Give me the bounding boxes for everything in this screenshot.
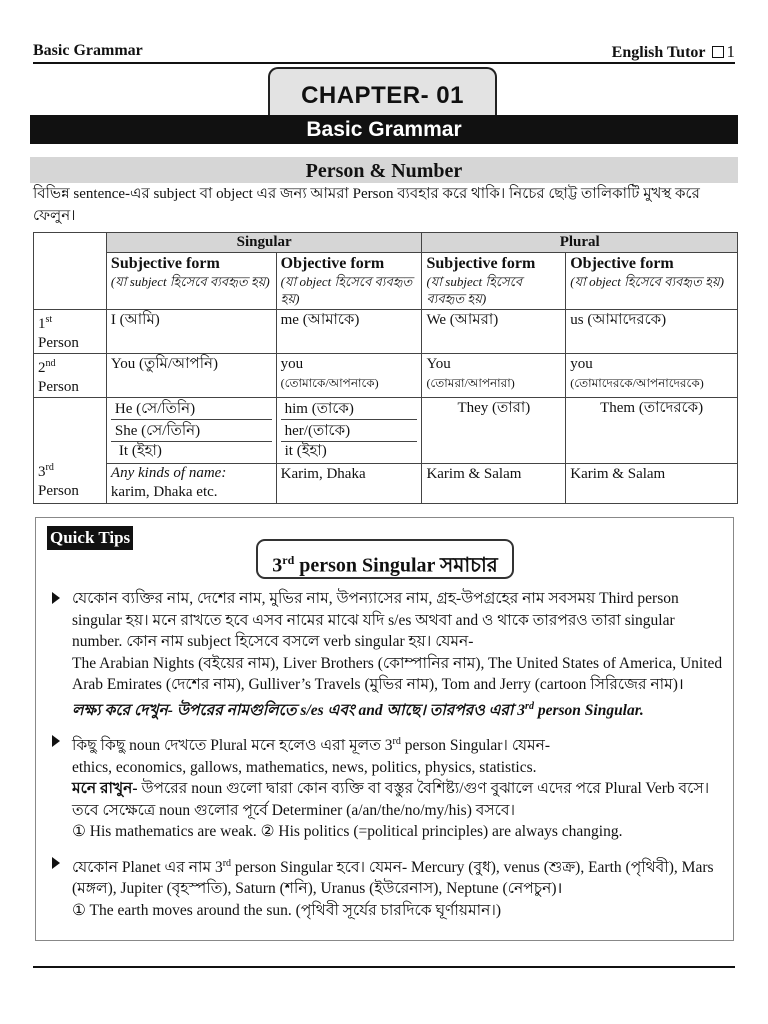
checkbox-icon bbox=[712, 46, 724, 58]
quick-tips-box bbox=[35, 517, 734, 941]
cell: Karim, Dhaka bbox=[276, 464, 422, 504]
cell: you (তোমাকে/আপনাকে) bbox=[276, 354, 422, 398]
table-row bbox=[34, 464, 738, 504]
header-book-title: English Tutor bbox=[611, 44, 706, 61]
cell: You (তোমরা/আপনারা) bbox=[422, 354, 566, 398]
section-title: Person & Number bbox=[30, 157, 738, 183]
triangle-bullet-icon bbox=[52, 592, 60, 604]
cell: I (আমি) bbox=[106, 310, 276, 354]
col-singular-objective: Objective form (যা object হিসেবে ব্যবহৃত হয়) bbox=[276, 253, 422, 310]
footer-divider bbox=[33, 966, 735, 968]
intro-text: বিভিন্ন sentence-এর subject বা object এর জন্য আমরা Person ব্যবহার করে থাকি। নিচের ছোট্ট তালিকাটি মুখস্থ করে ফেলুন। bbox=[33, 186, 700, 224]
col-singular-subjective: Subjective form (যা subject হিসেবে ব্যবহৃত হয়) bbox=[106, 253, 276, 310]
chapter-tab bbox=[268, 67, 497, 117]
cell: You (তুমি/আপনি) bbox=[106, 354, 276, 398]
cell: We (আমরা) bbox=[422, 310, 566, 354]
table-corner bbox=[34, 233, 107, 310]
person-second: 2nd Person bbox=[34, 354, 107, 398]
cell: Karim & Salam bbox=[566, 464, 738, 504]
singular-header: Singular bbox=[106, 233, 422, 253]
person-third: 3rd Person bbox=[34, 398, 107, 504]
triangle-bullet-icon bbox=[52, 735, 60, 747]
table-row bbox=[34, 398, 738, 464]
cell: They (তারা) bbox=[422, 398, 566, 464]
person-first: 1st Person bbox=[34, 310, 107, 354]
list-item: কিছু কিছু noun দেখতে Plural মনে হলেও এরা মূলত 3rd person Singular। যেমন- ethics, economics, gallows, mathematics, news, politics, physics, statistics. মনে রাখুন- উপরের noun গুলো দ্বারা কোন ব্যক্তি বা বস্তুর বৈশিষ্ট্য/গুণ বুঝালে এদের পরে Plural Verb বসে। তবে সেক্ষেত্রে noun গুলোর পূর্বে Determiner (a/an/the/no/my/his) বসবে। ① His mathematics are weak. ② His politics (=political principles) are always changing. bbox=[50, 731, 723, 843]
cell: Any kinds of name: karim, Dhaka etc. bbox=[106, 464, 276, 504]
person-number-table bbox=[33, 232, 738, 504]
chapter-title: Basic Grammar bbox=[30, 115, 738, 144]
table-row bbox=[34, 354, 738, 398]
cell: Karim & Salam bbox=[422, 464, 566, 504]
page-number: 1 bbox=[726, 42, 735, 61]
cell: us (আমাদেরকে) bbox=[566, 310, 738, 354]
triangle-bullet-icon bbox=[52, 857, 60, 869]
cell: He (সে/তিনি) She (সে/তিনি) It (ইহা) bbox=[106, 398, 276, 464]
quick-tips-title: 3rd person Singular সমাচার bbox=[256, 539, 514, 579]
tips-list bbox=[50, 588, 723, 931]
plural-header: Plural bbox=[422, 233, 738, 253]
page-header bbox=[33, 40, 735, 64]
cell: me (আমাকে) bbox=[276, 310, 422, 354]
chapter-label: CHAPTER- 01 bbox=[301, 82, 464, 109]
quick-tips-label: Quick Tips bbox=[47, 526, 133, 550]
header-left-title: Basic Grammar bbox=[33, 42, 143, 59]
col-plural-subjective: Subjective form (যা subject হিসেবে ব্যবহৃত হয়) bbox=[422, 253, 566, 310]
col-plural-objective: Objective form (যা object হিসেবে ব্যবহৃত হয়) bbox=[566, 253, 738, 310]
cell: him (তাকে) her/(তাকে) it (ইহা) bbox=[276, 398, 422, 464]
list-item: যেকোন ব্যক্তির নাম, দেশের নাম, মুভির নাম, উপন্যাসের নাম, গ্রহ-উপগ্রহের নাম সবসময় Third person singular হয়। মনে রাখতে হবে এসব নামের মাঝে যদি s/es অথবা and ও থাকে তারপরও তারা singular number. কোন নাম subject হিসেবে বসলে verb singular হয়। যেমন- The Arabian Nights (বইয়ের নাম), Liver Brothers (কোম্পানির নাম), The United States of America, United Arab Emirates (দেশের নাম), Gulliver’s Travels (মুভির নাম), Tom and Jerry (cartoon সিরিজের নাম)। লক্ষ্য করে দেখুন- উপরের নামগুলিতে s/es এবং and আছে। তারপরও এরা 3rd person Singular. bbox=[50, 588, 723, 721]
table-row bbox=[34, 310, 738, 354]
header-right-title bbox=[612, 42, 735, 62]
cell: you (তোমাদেরকে/আপনাদেরকে) bbox=[566, 354, 738, 398]
cell: Them (তাদেরকে) bbox=[566, 398, 738, 464]
list-item: যেকোন Planet এর নাম 3rd person Singular হবে। যেমন- Mercury (বুধ), venus (শুক্র), Earth (পৃথিবী), Mars (মঙ্গল), Jupiter (বৃহস্পতি), Saturn (শনি), Uranus (ইউরেনাস), Neptune (নেপচুন)। ① The earth moves around the sun. (পৃথিবী সূর্যের চারদিকে ঘূর্ণায়মান।) bbox=[50, 853, 723, 922]
